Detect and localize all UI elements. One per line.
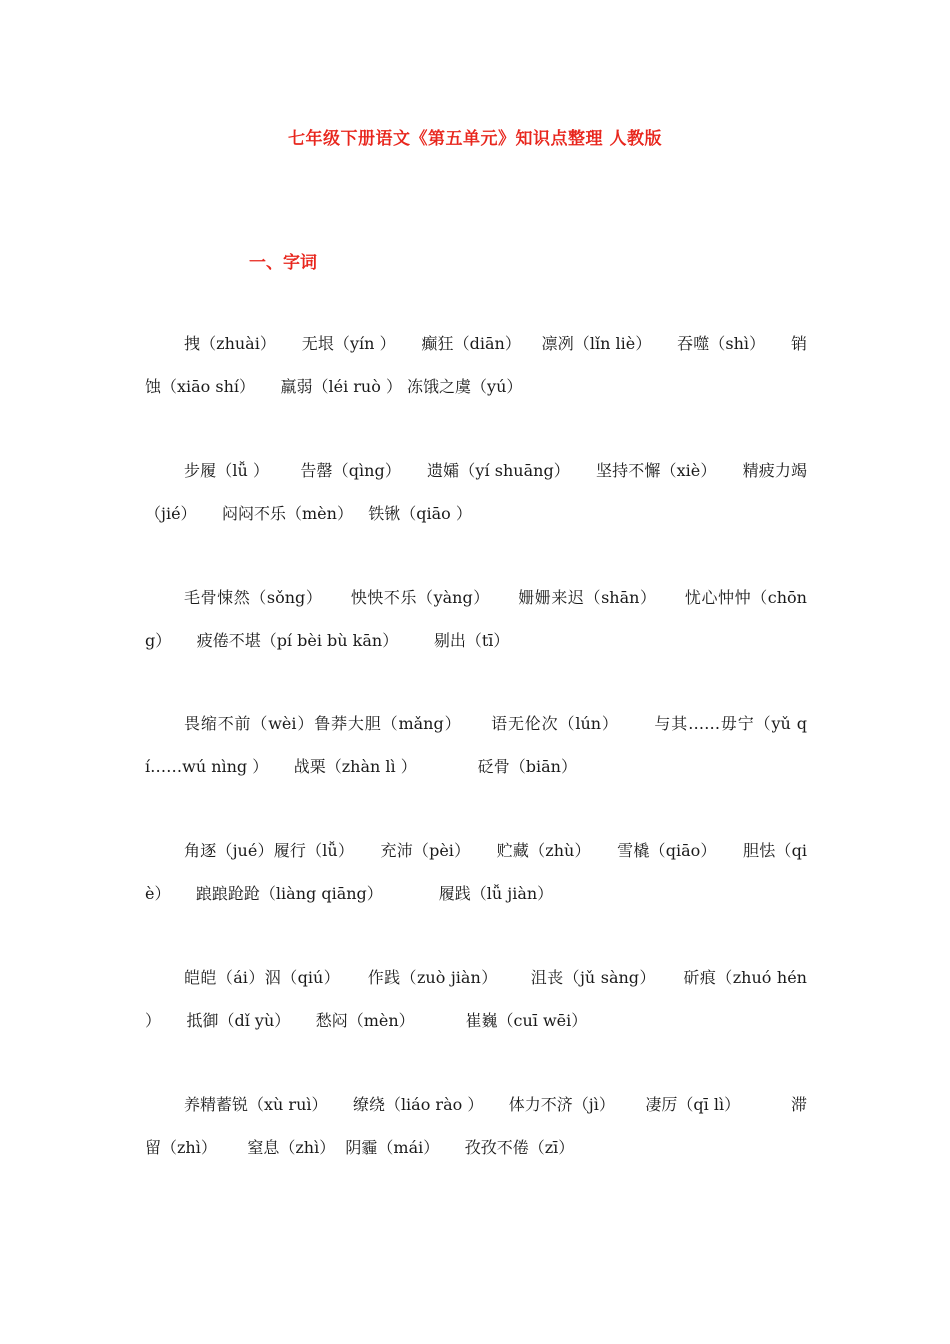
- vocab-item: 鲁莽大胆（mǎng）: [314, 714, 462, 733]
- vocab-item: 无垠（yín ）: [301, 334, 396, 353]
- vocab-item: 坚持不懈（xiè）: [596, 461, 717, 480]
- vocab-paragraph: [145, 577, 807, 662]
- vocab-item: 愁闷（mèn）: [315, 1010, 415, 1030]
- vocab-paragraph: [145, 1084, 807, 1169]
- vocab-item: 拽（zhuài）: [184, 334, 276, 353]
- vocab-item: 战栗（zhàn lì ）: [293, 756, 417, 776]
- vocab-line: [145, 577, 807, 662]
- vocab-item: 沮丧（jǔ sàng）: [530, 968, 656, 987]
- vocab-paragraph: [145, 450, 807, 535]
- vocab-item: 泅（qiú）: [264, 968, 341, 987]
- vocab-line: [145, 323, 807, 408]
- vocab-item: 踉踉跄跄（liàng qiāng）: [195, 883, 383, 903]
- vocab-item: 忧心忡忡（chōng）: [145, 588, 807, 650]
- vocab-item: 体力不济（jì）: [508, 1095, 615, 1114]
- vocab-paragraph: [145, 957, 813, 1042]
- vocab-item: 冻饿之虞（yú）: [407, 376, 523, 396]
- vocab-item: 胆怯（qiè）: [145, 841, 807, 903]
- vocab-line: [145, 957, 813, 1042]
- vocab-item: 滞留（zhì）: [145, 1095, 807, 1157]
- vocab-item: 砭骨（biān）: [477, 756, 577, 776]
- vocab-item: 怏怏不乐（yàng）: [350, 588, 490, 607]
- vocab-item: 闷闷不乐（mèn）: [222, 503, 353, 523]
- vocab-item: 销蚀（xiāo shí）: [145, 334, 807, 396]
- vocab-item: 养精蓄锐（xù ruì）: [184, 1095, 328, 1114]
- vocab-paragraph: [145, 830, 807, 915]
- vocab-item: 羸弱（léi ruò ）: [280, 376, 402, 396]
- vocab-item: 精疲力竭（jié）: [145, 461, 807, 523]
- vocab-item: 畏缩不前（wèi）: [184, 714, 315, 733]
- vocab-item: 缭绕（liáo rào ）: [352, 1095, 484, 1114]
- vocab-item: 吞噬（shì）: [677, 334, 766, 353]
- vocab-item: 告罄（qìng）: [300, 461, 401, 480]
- vocab-item: 遗孀（yí shuāng）: [427, 461, 570, 480]
- vocab-paragraph: [145, 323, 807, 408]
- vocab-line: [145, 1084, 807, 1169]
- vocab-item: 贮藏（zhù）: [496, 841, 591, 860]
- vocab-item: 抵御（dǐ yù）: [186, 1010, 291, 1030]
- vocab-item: 作践（zuò jiàn）: [367, 968, 498, 987]
- vocab-item: 凛冽（lǐn liè）: [541, 334, 652, 353]
- vocab-line: [145, 703, 807, 788]
- vocab-item: 凄厉（qī lì）: [645, 1095, 741, 1114]
- vocab-item: 步履（lǚ ）: [184, 461, 270, 480]
- vocab-item: 皑皑（ái）: [184, 968, 265, 987]
- vocab-item: 毛骨悚然（sǒng）: [184, 588, 323, 607]
- vocab-item: 癫狂（diān）: [421, 334, 522, 353]
- vocab-item: 角逐（jué）: [184, 841, 274, 860]
- vocab-item: 姗姗来迟（shān）: [518, 588, 657, 607]
- vocab-item: 崔巍（cuī wēi）: [465, 1010, 588, 1030]
- vocab-item: 孜孜不倦（zī）: [464, 1137, 575, 1157]
- vocab-item: 剔出（tī）: [433, 630, 510, 650]
- vocab-item: 铁锹（qiāo ）: [368, 503, 472, 523]
- vocab-item: 阴霾（mái）: [345, 1137, 440, 1157]
- section-heading: 一、字词: [249, 253, 317, 273]
- vocab-line: [145, 830, 807, 915]
- vocab-item: 窒息（zhì）: [247, 1137, 336, 1157]
- vocab-paragraph: [145, 703, 807, 788]
- vocab-item: 履践（lǚ jiàn）: [438, 883, 554, 903]
- vocab-item: 语无伦次（lún）: [491, 714, 619, 733]
- vocab-item: 履行（lǚ）: [273, 841, 355, 860]
- vocab-item: 充沛（pèi）: [380, 841, 471, 860]
- vocab-item: 与其……毋宁（yǔ qí……wú nìng ）: [145, 714, 807, 776]
- vocab-item: 雪橇（qiāo）: [617, 841, 717, 860]
- vocab-item: 斫痕（zhuó hén ）: [145, 968, 813, 1030]
- vocab-item: 疲倦不堪（pí bèi bù kān）: [196, 630, 399, 650]
- vocab-line: [145, 450, 807, 535]
- document-title: 七年级下册语文《第五单元》知识点整理 人教版: [288, 129, 662, 149]
